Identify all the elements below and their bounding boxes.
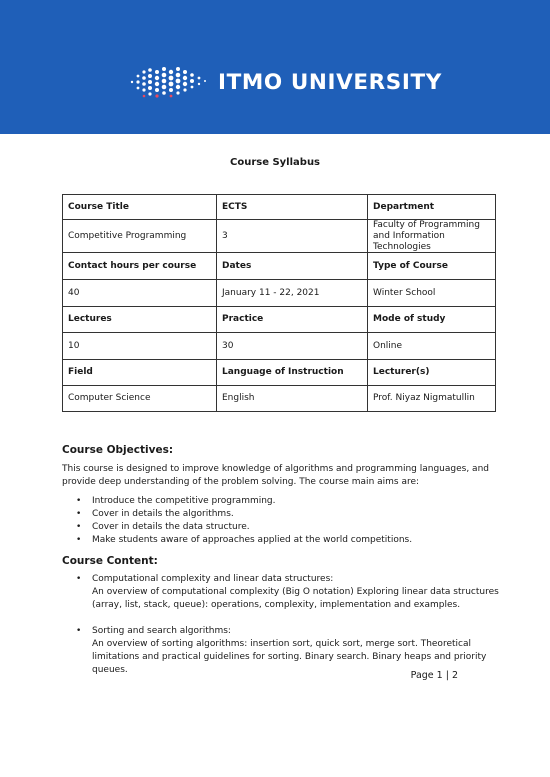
objectives-heading: Course Objectives: [62, 444, 174, 456]
table-header-row [63, 253, 496, 280]
table-row [63, 280, 496, 307]
table-header-cell: Mode of study [368, 307, 496, 333]
table-cell: 10 [63, 333, 217, 360]
table-header-cell: Dates [217, 253, 368, 280]
table-header-cell: Course Title [63, 195, 217, 220]
itmo-logo [128, 62, 442, 102]
content-item-description: An overview of computational complexity (Big O notation) Exploring linear data structures (array, list, stack, queue): operations, complexity, implementation and examples. [92, 587, 499, 610]
table-header-cell: ECTS [217, 195, 368, 220]
content-item-title: • Computational complexity and linear data structures: [92, 574, 334, 584]
table-cell: Competitive Programming [63, 220, 217, 253]
table-header-cell: Lectures [63, 307, 217, 333]
table-header-cell: Practice [217, 307, 368, 333]
table-header-row [63, 195, 496, 220]
table-cell: 3 [217, 220, 368, 253]
table-cell: English [217, 386, 368, 412]
logo-text: ITMO UNIVERSITY [218, 69, 442, 95]
table-header-cell: Lecturer(s) [368, 360, 496, 386]
objectives-list [62, 495, 502, 547]
objectives-intro: This course is designed to improve knowledge of algorithms and programming languages, and provide deep understanding of the problem solving. The course main aims are: [62, 464, 489, 487]
table-header-cell: Type of Course [368, 253, 496, 280]
objective-item: • Make students aware of approaches applied at the world competitions. [62, 534, 502, 547]
table-cell: Prof. Niyaz Nigmatullin [368, 386, 496, 412]
table-row [63, 386, 496, 412]
objective-item: • Cover in details the algorithms. [62, 508, 502, 521]
table-header-row [63, 360, 496, 386]
table-cell: Computer Science [63, 386, 217, 412]
table-cell: Online [368, 333, 496, 360]
header-banner [0, 0, 550, 134]
content-item-title: • Sorting and search algorithms: [92, 626, 231, 636]
table-cell: January 11 - 22, 2021 [217, 280, 368, 307]
document-title: Course Syllabus [229, 157, 321, 168]
table-cell: Winter School [368, 280, 496, 307]
content-list [62, 573, 502, 677]
table-header-row [63, 307, 496, 333]
table-row [63, 220, 496, 253]
objective-item: • Introduce the competitive programming. [62, 495, 502, 508]
table-header-cell: Language of Instruction [217, 360, 368, 386]
page-number: Page 1 | 2 [410, 670, 458, 681]
table-header-cell: Field [63, 360, 217, 386]
content-item [62, 573, 502, 612]
table-cell: Faculty of Programming and Information Technologies [368, 220, 496, 253]
content-heading: Course Content: [62, 555, 158, 567]
table-cell: 30 [217, 333, 368, 360]
table-cell: 40 [63, 280, 217, 307]
table-row [63, 333, 496, 360]
table-header-cell: Contact hours per course [63, 253, 217, 280]
dots-logo-icon [128, 64, 208, 100]
table-header-cell: Department [368, 195, 496, 220]
syllabus-table [62, 194, 496, 412]
objective-item: • Cover in details the data structure. [62, 521, 502, 534]
content-item-description: An overview of sorting algorithms: insertion sort, quick sort, merge sort. Theoretical limitations and practical guidelines for sorting. Binary search. Binary heaps and priority queues. [92, 639, 487, 675]
